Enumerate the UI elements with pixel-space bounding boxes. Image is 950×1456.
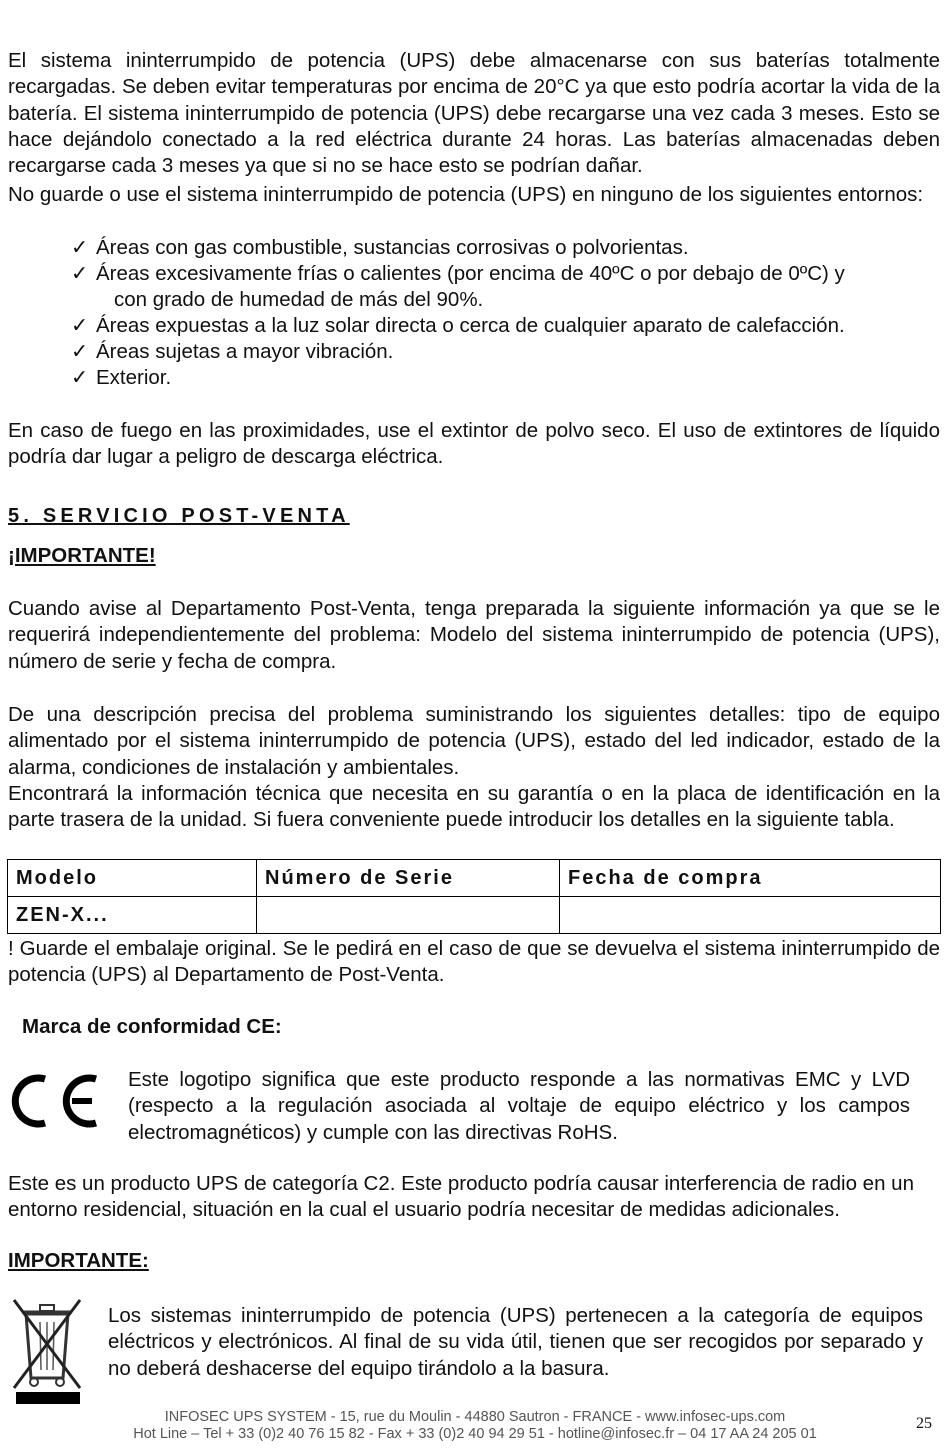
checkmark-icon: ✓	[71, 262, 89, 285]
checkmark-icon: ✓	[71, 236, 89, 259]
service-details-table	[7, 859, 941, 934]
service-paragraph-2: De una descripción precisa del problema suministrando los siguientes detalles: tipo de equipo alimentado por el sistema ininterrumpido de potencia (UPS), estado del led indicador, estado de la alarma, condiciones de instalación y ambientales.	[8, 703, 940, 779]
list-item-text: Áreas con gas combustible, sustancias corrosivas o polvorientas.	[96, 236, 689, 259]
list-item-text: Áreas expuestas a la luz solar directa o cerca de cualquier aparato de calefacción.	[96, 314, 845, 337]
storage-paragraph: El sistema ininterrumpido de potencia (UPS) debe almacenarse con sus baterías totalmente recargadas. Se deben evitar temperaturas por encima de 20°C ya que esto podría acortar la vida de la batería. El sistema ininterrumpido de potencia (UPS) debe recargarse una vez cada 3 meses. Esto se hace dejándolo conectado a la red eléctrica durante 24 horas. Las baterías almacenadas deben recargarse cada 3 meses ya que si no se hace esto se podrían dañar.	[8, 49, 940, 178]
checkmark-icon: ✓	[71, 314, 89, 337]
footer-contact: Hot Line – Tel + 33 (0)2 40 76 15 82 - Fax + 33 (0)2 40 94 29 51 - hotline@infosec.fr – 04 17 AA 24 205 01	[133, 1426, 817, 1442]
weee-description: Los sistemas ininterrumpido de potencia (UPS) pertenecen a la categoría de equipos eléctricos y electrónicos. Al final de su vida útil, tienen que ser recogidos por separado y no deberá deshacerse del equipo tirándolo a la basura.	[108, 1304, 923, 1380]
table-cell	[560, 897, 941, 934]
checkmark-icon: ✓	[71, 366, 89, 389]
packaging-paragraph: ! Guarde el embalaje original. Se le pedirá en el caso de que se devuelva el sistema ininterrumpido de potencia (UPS) al Departamento de Post-Venta.	[8, 937, 940, 987]
list-item-continuation: con grado de humedad de más del 90%.	[114, 288, 484, 311]
weee-important-label: IMPORTANTE:	[8, 1249, 149, 1272]
table-header-cell: Modelo	[8, 860, 257, 897]
environments-intro: No guarde o use el sistema ininterrumpido de potencia (UPS) en ninguno de los siguientes entornos:	[8, 183, 924, 206]
ce-description: Este logotipo significa que este producto responde a las normativas EMC y LVD (respecto a la regulación asociada al voltaje de equipo eléctrico y los campos electromagnéticos) y cumple con las directivas RoHS.	[128, 1068, 910, 1144]
service-paragraph-3: Encontrará la información técnica que necesita en su garantía o en la placa de identificación en la parte trasera de la unidad. Si fuera conveniente puede introducir los detalles en la siguiente tabla.	[8, 782, 940, 832]
footer-address: INFOSEC UPS SYSTEM - 15, rue du Moulin - 44880 Sautron - FRANCE - www.infosec-ups.com	[164, 1409, 786, 1425]
important-label: ¡IMPORTANTE!	[8, 544, 156, 567]
crossed-bin-icon	[10, 1294, 85, 1406]
table-cell: ZEN-X...	[8, 897, 257, 934]
table-header-cell: Fecha de compra	[560, 860, 941, 897]
ce-mark-icon	[10, 1072, 100, 1130]
fire-paragraph: En caso de fuego en las proximidades, use el extintor de polvo seco. El uso de extintores de líquido podría dar lugar a peligro de descarga eléctrica.	[8, 419, 940, 469]
list-item-text: Áreas sujetas a mayor vibración.	[96, 340, 394, 363]
category-c2-paragraph: Este es un producto UPS de categoría C2. Este producto podría causar interferencia de radio en un entorno residencial, situación en la cual el usuario podría necesitar de medidas adicionales.	[8, 1172, 914, 1222]
table-header-cell: Número de Serie	[257, 860, 560, 897]
table-row	[8, 897, 941, 934]
list-item-text: Exterior.	[96, 366, 172, 389]
section-heading: 5. SERVICIO POST-VENTA	[8, 505, 350, 527]
table-header-row	[8, 860, 941, 897]
ce-title: Marca de conformidad CE:	[22, 1015, 282, 1038]
table-cell	[257, 897, 560, 934]
checkmark-icon: ✓	[71, 340, 89, 363]
service-paragraph-1: Cuando avise al Departamento Post-Venta, tenga preparada la siguiente información ya que se le requerirá independientemente del problema: Modelo del sistema ininterrumpido de potencia (UPS), número de serie y fecha de compra.	[8, 597, 940, 673]
list-item-text: Áreas excesivamente frías o calientes (por encima de 40ºC o por debajo de 0ºC) y	[96, 262, 845, 285]
page-number: 25	[916, 1415, 932, 1432]
